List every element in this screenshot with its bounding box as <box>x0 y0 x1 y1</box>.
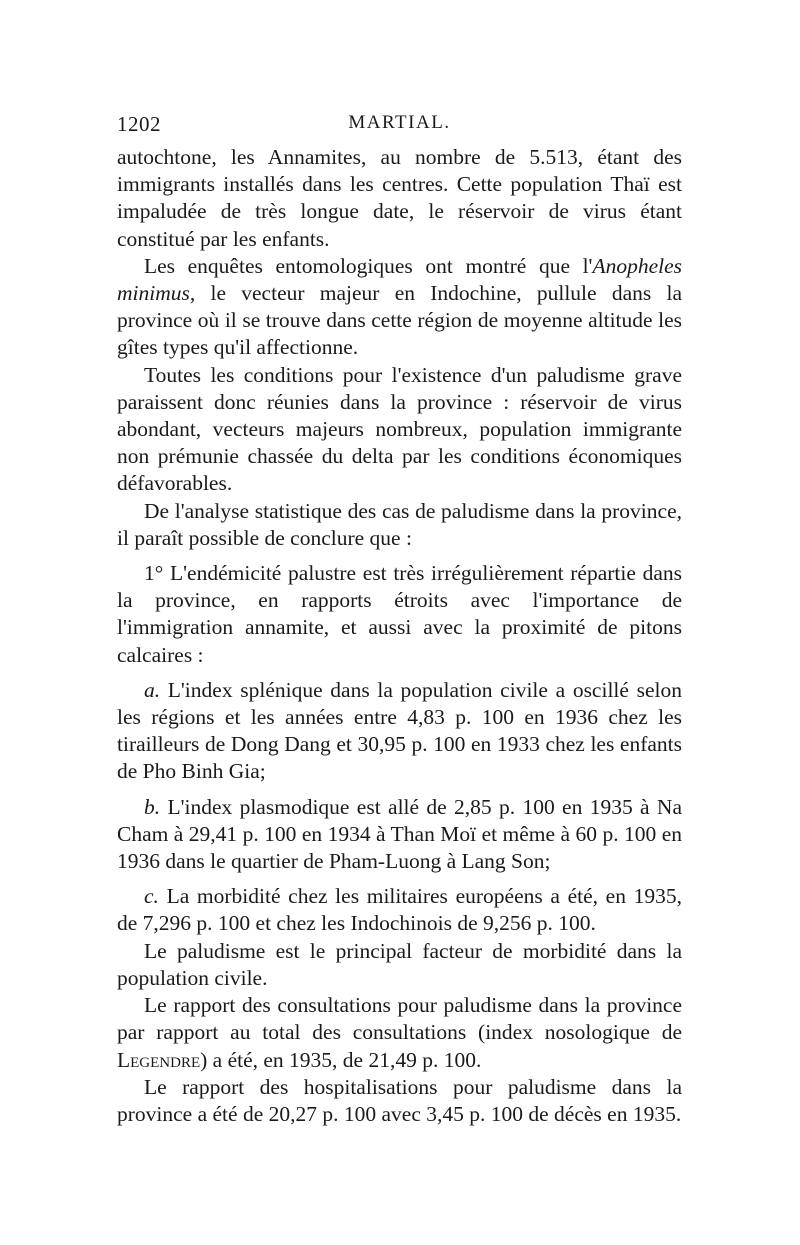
paragraph-2-start: Les enquêtes entomologiques ont montré que l' <box>144 253 593 278</box>
item-text-b: L'index plasmodique est allé de 2,85 p. 100 en 1935 à Na Cham à 29,41 p. 100 en 1934 à Than Moï et même à 60 p. 100 en 1936 dans le quartier de Pham-Luong à Lang Son; <box>117 794 682 874</box>
paragraph-2-end: , le vecteur majeur en Indochine, pullule dans la province où il se trouve dans cette région de moyenne altitude les gîtes types qu'il affectionne. <box>117 281 682 360</box>
paragraph-3: Toutes les conditions pour l'existence d'un paludisme grave paraissent donc réunies dans la province : réservoir de virus abondant, vecteurs majeurs nombreux, population immigrante non prémunie chassée du delta par les conditions économiques défavorables. <box>117 362 682 496</box>
paragraph-10 <box>117 992 682 1074</box>
running-head: MARTIAL. <box>348 112 451 133</box>
paragraph-5: 1° L'endémicité palustre est très irrégulièrement répartie dans la province, en rapports étroits avec l'importance de l'immigration annamite, et aussi avec la proximité de pitons calcaires : <box>117 561 682 667</box>
author-name: Legendre <box>117 1047 201 1072</box>
item-label-c: c. <box>144 884 159 909</box>
item-text-c: La morbidité chez les militaires européens a été, en 1935, de 7,296 p. 100 et chez les Indochinois de 9,256 p. 100. <box>117 884 682 936</box>
item-text-a: L'index splénique dans la population civile a oscillé selon les régions et les années entre 4,83 p. 100 en 1936 chez les tirailleurs de Dong Dang et 30,95 p. 100 en 1933 chez les enfants de Pho Binh Gia; <box>117 677 682 784</box>
page-header <box>117 112 682 144</box>
document-page <box>117 112 682 1128</box>
page-number: 1202 <box>117 112 161 136</box>
paragraph-7 <box>117 794 682 876</box>
item-label-b: b. <box>144 794 161 819</box>
paragraph-10-end: ) a été, en 1935, de 21,49 p. 100. <box>200 1047 482 1072</box>
paragraph-1: autochtone, les Annamites, au nombre de 5.513, étant des immigrants installés dans les centres. Cette population Thaï est impaludée de très longue date, le réservoir de virus étant constitué par les enfants. <box>117 145 682 251</box>
paragraph-9: Le paludisme est le principal facteur de morbidité dans la population civile. <box>117 938 682 990</box>
paragraph-8 <box>117 883 682 937</box>
species-name: Anopheles minimus <box>117 253 682 306</box>
body-text <box>117 144 682 1128</box>
paragraph-10-start: Le rapport des consultations pour paludisme dans la province par rapport au total des consultations (index nosologique de <box>117 993 682 1045</box>
paragraph-11: Le rapport des hospitalisations pour paludisme dans la province a été de 20,27 p. 100 avec 3,45 p. 100 de décès en 1935. <box>117 1074 682 1126</box>
paragraph-4: De l'analyse statistique des cas de paludisme dans la province, il paraît possible de conclure que : <box>117 498 682 550</box>
paragraph-6 <box>117 677 682 786</box>
item-label-a: a. <box>144 677 161 702</box>
paragraph-2 <box>117 253 682 362</box>
